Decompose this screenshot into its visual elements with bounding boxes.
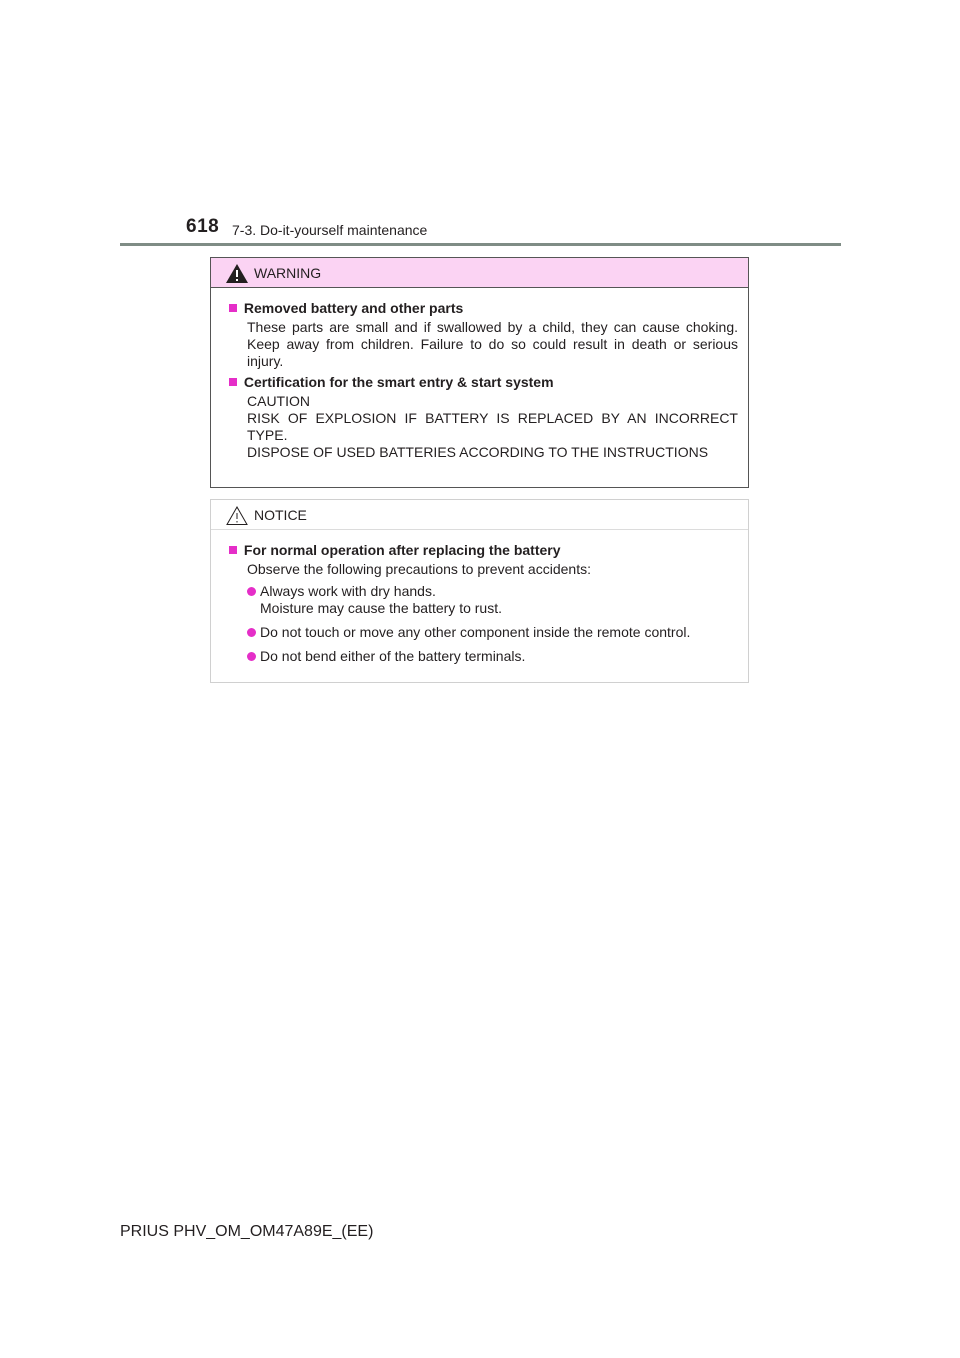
list-item-text: Do not touch or move any other component inside the remote control.	[260, 624, 691, 640]
page-number: 618	[186, 216, 220, 237]
square-bullet-icon	[229, 378, 237, 386]
notice-body	[211, 530, 748, 665]
dot-bullet-icon	[247, 652, 256, 661]
warning-item-title	[229, 374, 738, 391]
warning-body	[211, 288, 748, 461]
caution-line: CAUTION	[247, 393, 310, 409]
list-item	[229, 648, 738, 665]
notice-item-title-text: For normal operation after replacing the battery	[243, 542, 561, 558]
list-item-text: Do not bend either of the battery terminals.	[260, 648, 526, 664]
list-item	[229, 583, 738, 617]
notice-header	[211, 500, 748, 530]
warning-item-title-text: Removed battery and other parts	[243, 300, 464, 316]
warning-item-title	[229, 300, 738, 317]
square-bullet-icon	[229, 304, 237, 312]
notice-triangle-icon	[226, 506, 248, 525]
notice-box	[210, 499, 749, 683]
header-rule	[120, 243, 841, 246]
footer-code: PRIUS PHV_OM_OM47A89E_(EE)	[120, 1223, 374, 1240]
warning-box	[210, 257, 749, 488]
dot-bullet-icon	[247, 587, 256, 596]
section-title: 7-3. Do-it-yourself maintenance	[232, 222, 428, 238]
warning-header	[211, 258, 748, 288]
warning-item-text: These parts are small and if swallowed by a child, they can cause choking. Keep away from children. Failure to do so could result in death or serious injury.	[247, 319, 738, 369]
list-item	[229, 624, 738, 641]
square-bullet-icon	[229, 546, 237, 554]
notice-intro: Observe the following precautions to prevent accidents:	[247, 561, 591, 577]
list-item-text: Always work with dry hands.	[260, 583, 436, 599]
list-item-text: Moisture may cause the battery to rust.	[260, 600, 502, 616]
warning-item-title-text: Certification for the smart entry & start system	[243, 374, 554, 390]
warning-triangle-icon	[226, 264, 248, 283]
notice-label: NOTICE	[254, 507, 307, 523]
caution-line: DISPOSE OF USED BATTERIES ACCORDING TO THE INSTRUCTIONS	[247, 444, 709, 460]
warning-label: WARNING	[254, 265, 322, 281]
notice-item-title	[229, 542, 738, 559]
dot-bullet-icon	[247, 628, 256, 637]
caution-line: RISK OF EXPLOSION IF BATTERY IS REPLACED BY AN INCORRECT TYPE.	[247, 410, 738, 443]
